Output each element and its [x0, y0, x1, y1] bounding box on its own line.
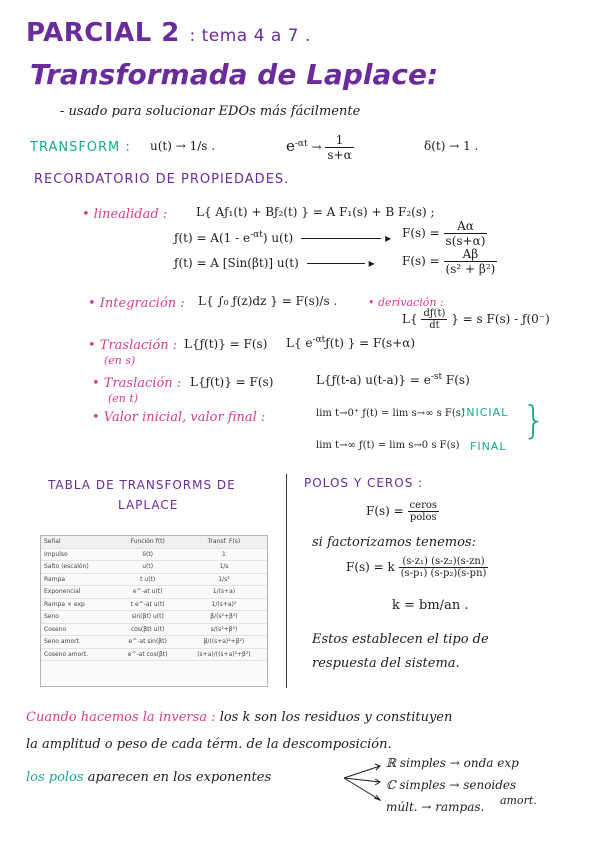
- integracion-label: • Integración :: [88, 296, 185, 311]
- example-1-result: F(s) = $\frac{A\alpha}{s(s+\alpha)}$: [402, 219, 486, 248]
- k-equation: k = bm/an .: [392, 598, 469, 613]
- valor-inicial-final-label: • Valor inicial, valor final :: [92, 410, 266, 425]
- poles-intro: si factorizamos tenemos:: [312, 535, 476, 550]
- page-title: [26, 18, 311, 48]
- inicial-formula: lim t→0⁺ ƒ(t) = lim s→∞ s F(s): [316, 408, 465, 419]
- traslacion-t-formula: L{ƒ(t)} = F(s): [190, 375, 274, 389]
- branch-arrows-icon: [340, 760, 386, 806]
- traslacion-t-formula-2: L{ƒ(t-a) $u(t-a)\} = e^{-st}$ F(s): [316, 372, 470, 387]
- traslacion-s-sub: (en s): [104, 354, 136, 367]
- poles-note-2: respuesta del sistema.: [312, 656, 460, 671]
- example-2-result: F(s) = $\frac{A\beta}{\text{(s² + β²)}}$: [402, 247, 496, 276]
- table-col-header: Señal: [41, 536, 115, 548]
- properties-heading: RECORDATORIO DE PROPIEDADES.: [34, 172, 290, 187]
- derivacion-formula: L{ $\frac{dƒ(t)}{dt}$ } = s F(s) - ƒ(0⁻): [402, 308, 550, 331]
- table-row: Rampa × exp t e^-at u(t) 1/(s+a)²: [41, 598, 267, 611]
- table-row: Coseno amort. e^-at cos(βt) (s+a)/((s+a)²+β²): [41, 648, 267, 661]
- title-main: PARCIAL 2: [26, 18, 180, 48]
- poles-factorization: F(s) = k $\frac{\text{(s-z₁) (s-z₂)(s-zn)}}{\text{(s-p₁) (s-p₂)(s-pn)}}$: [346, 556, 487, 579]
- branch-multiple: múlt. → rampas.: [386, 800, 485, 814]
- table-row: Seno sin(βt) u(t) β/(s²+β²): [41, 611, 267, 624]
- branch-complex-note: amort.: [500, 794, 537, 807]
- derivacion-label: • derivación :: [368, 296, 444, 309]
- table-heading-line2: LAPLACE: [118, 498, 179, 512]
- column-divider: [286, 474, 287, 688]
- main-heading: Transformada de Laplace:: [30, 58, 439, 91]
- transform-unit-step: u(t) → 1/s .: [150, 139, 216, 153]
- integracion-formula: L{ ∫₀ ƒ(z)dz } = F(s)/s .: [198, 294, 338, 308]
- table-header-row: [41, 536, 267, 548]
- poles-heading: POLOS Y CEROS :: [304, 476, 424, 490]
- table-row: Rampa t u(t) 1/s²: [41, 573, 267, 586]
- traslacion-s-label: • Traslación :: [88, 338, 178, 353]
- transform-label: TRANSFORM :: [30, 140, 131, 155]
- final-tag: FINAL: [470, 440, 507, 453]
- table-col-header: Función f(t): [115, 536, 181, 548]
- table-heading-line1: TABLA DE TRANSFORMS DE: [48, 478, 236, 492]
- bracket-icon: }: [522, 398, 547, 442]
- table-row: Seno amort. e^-at sin(βt) β/((s+a)²+β²): [41, 636, 267, 649]
- table-row: Impulso δ(t) 1: [41, 548, 267, 561]
- poles-fraction: F(s) = $\frac{\text{ceros}}{\text{polos}}$: [366, 500, 437, 523]
- example-1: ƒ(t) = $A(1 - e^{-\alpha t})$ u(t) ▸: [174, 230, 392, 245]
- table-row: Coseno cos(βt) u(t) s/(s²+β²): [41, 623, 267, 636]
- inverse-line-2: la amplitud o peso de cada térm. de la descomposición.: [26, 737, 392, 752]
- final-formula: lim t→∞ ƒ(t) = lim s→0 s F(s): [316, 440, 460, 451]
- table-col-header: Transf. F(s): [181, 536, 267, 548]
- traslacion-s-formula-2: L{ $e^{-\alpha t}ƒ(t)$ } = F(s+α): [286, 335, 416, 350]
- usage-note: - usado para solucionar EDOs más fácilmente: [60, 104, 361, 119]
- example-2: ƒ(t) = A [Sin(βt)] u(t) ▸: [174, 256, 375, 270]
- inverse-line-3: los polos aparecen en los exponentes: [26, 770, 272, 785]
- inicial-tag: INICIAL: [462, 406, 509, 419]
- poles-note-1: Estos establecen el tipo de: [312, 632, 489, 647]
- linealidad-formula: L{ Aƒ₁(t) + Bƒ₂(t) } = A F₁(s) + B F₂(s) ;: [196, 205, 435, 219]
- inverse-line-1: Cuando hacemos la inversa : los k son los residuos y constituyen: [26, 710, 453, 725]
- branch-real: ℝ simples → onda exp: [386, 756, 519, 770]
- laplace-table: [40, 535, 268, 687]
- table-row: Salto (escalón) u(t) 1/s: [41, 561, 267, 574]
- traslacion-s-formula: L{ƒ(t)} = F(s): [184, 337, 268, 351]
- branch-complex: ℂ simples → senoides: [386, 778, 517, 792]
- transform-exponential: $e^{-\alpha t}$ → $\frac{1}{s+\alpha}$: [286, 133, 352, 162]
- transform-impulse: δ(t) → 1 .: [424, 139, 479, 153]
- table-row: Exponencial e^-at u(t) 1/(s+a): [41, 586, 267, 599]
- traslacion-t-sub: (en t): [108, 392, 139, 405]
- title-subtitle: : tema 4 a 7 .: [189, 26, 311, 46]
- traslacion-t-label: • Traslación :: [92, 376, 182, 391]
- linealidad-label: • linealidad :: [82, 207, 168, 222]
